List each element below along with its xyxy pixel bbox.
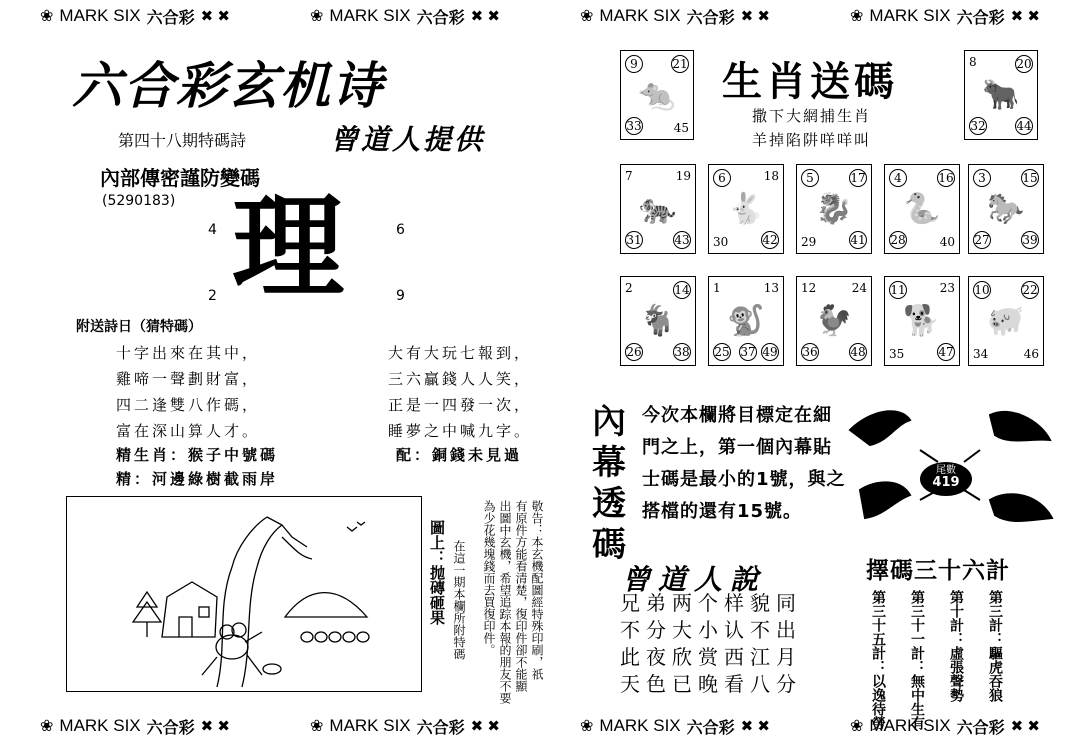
strategy-item: 第三計：驅虎吞狼 <box>987 590 1003 702</box>
cartoon-drawing <box>67 497 421 691</box>
banner-unit <box>310 5 500 28</box>
zodiac-title: 生肖送碼 <box>722 59 898 105</box>
zeng-line: 兄弟两个样貌同 <box>620 591 802 615</box>
zodiac-box <box>884 164 960 254</box>
strategy-item: 第十計：虛張聲勢 <box>948 590 964 702</box>
zodiac-number: 7 <box>625 169 633 183</box>
zodiac-number: 23 <box>939 281 955 295</box>
tail-label: 尾數 <box>936 465 956 476</box>
zodiac-number: 40 <box>939 235 955 249</box>
zodiac-number: 19 <box>675 169 691 183</box>
bow-icon: ✖ ✖ <box>200 8 230 25</box>
zodiac-number: 32 <box>970 119 986 133</box>
dragon-icon: 🐉 <box>815 191 853 227</box>
snake-icon: 🐍 <box>903 191 941 227</box>
secret-notice: 內部傳密謹防變碼 <box>100 166 260 190</box>
zodiac-number: 24 <box>851 281 867 295</box>
zodiac-number: 13 <box>763 281 779 295</box>
strategy-title: 擇碼三十六計 <box>866 558 1010 584</box>
zodiac-number: 2 <box>625 281 633 295</box>
zodiac-number: 22 <box>1022 283 1038 297</box>
horse-icon: 🐎 <box>987 191 1025 227</box>
provider-subtitle: 曾道人提供 <box>330 123 486 156</box>
bow-icon: ✖ ✖ <box>200 718 230 735</box>
flower-icon: ❀ <box>310 8 324 25</box>
inside-title: 內幕透碼 <box>592 402 626 565</box>
rabbit-icon: 🐇 <box>727 191 765 227</box>
big-char-num: 9 <box>396 288 405 304</box>
inside-text: 今次本欄將目標定在細門之上，第一個內幕貼士碼是最小的1號，與之搭檔的還有15號。 <box>642 405 846 522</box>
poem-title: 附送詩日（猜特碼） <box>76 319 202 335</box>
zodiac-number: 37 <box>740 345 756 359</box>
zodiac-number: 25 <box>714 345 730 359</box>
banner-logo: 六合彩 <box>686 7 735 27</box>
banner-text: MARK SIX <box>59 716 141 735</box>
cartoon-caption: 圖上：抛磚砸果 <box>428 520 446 625</box>
zodiac-number: 46 <box>1023 347 1039 361</box>
zodiac-box <box>968 276 1044 366</box>
zodiac-box <box>796 276 872 366</box>
zodiac-number: 33 <box>626 119 642 133</box>
page-title: 六合彩玄机诗 <box>72 57 384 115</box>
zodiac-box <box>620 164 696 254</box>
bow-icon: ✖ ✖ <box>740 718 770 735</box>
strategy-cols <box>870 590 1002 730</box>
verse-hint: 精：河邊綠樹截雨岸 <box>116 470 279 488</box>
tiger-icon: 🐅 <box>639 191 677 227</box>
zodiac-number: 20 <box>1016 57 1032 71</box>
zodiac-number: 39 <box>1022 233 1038 247</box>
notice-line: 有原件方能看清楚，復印件卻不能顯 <box>514 500 528 692</box>
poem-line: 富在深山算人才。 <box>116 422 261 440</box>
zodiac-number: 29 <box>801 235 817 249</box>
poem-line: 四二逢雙八作碼， <box>116 396 261 414</box>
zodiac-number: 47 <box>938 345 954 359</box>
match-hint: 配：銅錢未見過 <box>396 446 523 464</box>
flower-icon: ❀ <box>40 718 54 735</box>
zodiac-box <box>708 164 784 254</box>
flower-icon: ❀ <box>850 8 864 25</box>
zodiac-number: 3 <box>973 169 991 187</box>
zeng-line: 此夜欣赏西江月 <box>620 645 802 669</box>
bow-icon: ✖ ✖ <box>470 718 500 735</box>
zodiac-box <box>708 276 784 366</box>
issue-label: 第四十八期特碼詩 <box>118 131 247 150</box>
zodiac-number: 48 <box>850 345 866 359</box>
poem-left <box>116 340 260 444</box>
zodiac-number: 17 <box>850 171 866 185</box>
banner-text: MARK SIX <box>329 716 411 735</box>
banner-logo: 六合彩 <box>146 7 195 27</box>
zodiac-number: 36 <box>802 345 818 359</box>
zodiac-poem-line: 羊掉陷阱咩咩叫 <box>752 131 872 149</box>
banner-unit <box>40 715 230 738</box>
zodiac-number: 30 <box>713 235 729 249</box>
flower-icon: ❀ <box>580 718 594 735</box>
flower-icon: ❀ <box>580 8 594 25</box>
banner-unit <box>580 5 770 28</box>
zodiac-number: 38 <box>674 345 690 359</box>
flower-icon: ❀ <box>310 718 324 735</box>
poem-line: 十字出來在其中， <box>116 344 261 362</box>
flower-icon: ❀ <box>850 718 864 735</box>
zodiac-number: 26 <box>626 345 642 359</box>
big-char-num: 2 <box>208 288 217 304</box>
zodiac-poem <box>752 104 871 152</box>
zeng-line: 天色已晚看八分 <box>620 672 802 696</box>
zodiac-number: 11 <box>890 283 906 297</box>
banner-unit <box>40 5 230 28</box>
zodiac-number: 9 <box>625 55 643 73</box>
zodiac-number: 43 <box>674 233 690 247</box>
notice-line: 敬告：本玄機配圖經特殊印刷，祇 <box>530 500 544 680</box>
banner-text: MARK SIX <box>869 6 951 25</box>
zodiac-number: 4 <box>889 169 907 187</box>
zodiac-number: 34 <box>973 347 989 361</box>
monkey-icon: 🐒 <box>727 303 765 339</box>
zodiac-number: 1 <box>713 281 721 295</box>
strategy-item: 第三十一計：無中生有 <box>909 590 925 730</box>
zodiac-number: 15 <box>1022 171 1038 185</box>
bow-icon: ✖ ✖ <box>1010 8 1040 25</box>
zodiac-number: 42 <box>762 233 778 247</box>
banner-unit <box>580 715 770 738</box>
zodiac-number: 8 <box>969 55 977 69</box>
banner-logo: 六合彩 <box>686 717 735 737</box>
top-banner <box>0 2 1080 30</box>
banner-text: MARK SIX <box>599 6 681 25</box>
zodiac-number: 41 <box>850 233 866 247</box>
bow-icon: ✖ ✖ <box>1010 718 1040 735</box>
cartoon-frame <box>66 496 422 692</box>
flower-icon: ❀ <box>40 8 54 25</box>
dog-icon: 🐕 <box>903 303 941 339</box>
banner-text: MARK SIX <box>869 716 951 735</box>
zeng-title: 曾道人說 <box>622 563 767 596</box>
zeng-line: 不分大小认不出 <box>620 618 802 642</box>
zodiac-number: 45 <box>673 121 689 135</box>
banner-text: MARK SIX <box>599 716 681 735</box>
poem-line: 睡夢之中喊九字。 <box>388 422 533 440</box>
secret-code: (5290183) <box>102 193 176 209</box>
banner-unit <box>310 715 500 738</box>
zodiac-box <box>620 50 694 140</box>
zodiac-number: 5 <box>801 169 819 187</box>
rooster-icon: 🐓 <box>815 303 853 339</box>
cartoon-note: 在這一期本欄所附特碼 <box>452 540 466 660</box>
banner-logo: 六合彩 <box>416 717 465 737</box>
zodiac-box <box>620 276 696 366</box>
zodiac-number: 28 <box>890 233 906 247</box>
poem-line: 大有大玩七報到， <box>388 344 533 362</box>
banner-logo: 六合彩 <box>416 7 465 27</box>
banner-unit <box>850 5 1040 28</box>
poem-line: 正是一四發一次， <box>388 396 533 414</box>
zodiac-poem-line: 撒下大網捕生肖 <box>752 107 872 125</box>
zodiac-number: 31 <box>626 233 642 247</box>
banner-text: MARK SIX <box>59 6 141 25</box>
goat-icon: 🐐 <box>639 303 677 339</box>
zodiac-number: 18 <box>763 169 779 183</box>
notice-line: 出圖中玄機，希望追踪本報的朋友不要 <box>498 500 512 704</box>
poem-line: 雞啼一聲劃財富， <box>116 370 261 388</box>
zodiac-number: 35 <box>889 347 905 361</box>
zodiac-number: 10 <box>974 283 990 297</box>
zodiac-number: 27 <box>974 233 990 247</box>
poem-line: 三六贏錢人人笑， <box>388 370 533 388</box>
banner-logo: 六合彩 <box>956 7 1005 27</box>
poem-right <box>388 340 532 444</box>
zodiac-number: 6 <box>713 169 731 187</box>
bow-icon: ✖ ✖ <box>470 8 500 25</box>
tail-value: 419 <box>932 475 960 490</box>
ox-icon: 🐂 <box>982 77 1020 113</box>
notice-block <box>482 500 544 704</box>
strategy-item: 第三十五計：以逸待勞 <box>870 590 886 730</box>
zodiac-number: 12 <box>801 281 817 295</box>
big-character: 理 <box>232 183 344 313</box>
big-char-num: 4 <box>208 222 217 238</box>
zodiac-box <box>796 164 872 254</box>
zodiac-box <box>964 50 1038 140</box>
pig-icon: 🐖 <box>987 303 1025 339</box>
zodiac-box <box>884 276 960 366</box>
rat-icon: 🐀 <box>638 77 676 113</box>
banner-text: MARK SIX <box>329 6 411 25</box>
zodiac-number: 14 <box>674 283 690 297</box>
notice-line: 為少花幾塊錢而去買復印件。 <box>482 500 496 656</box>
zodiac-box <box>968 164 1044 254</box>
zodiac-number: 49 <box>762 345 778 359</box>
zodiac-number: 16 <box>938 171 954 185</box>
banner-logo: 六合彩 <box>146 717 195 737</box>
bow-icon: ✖ ✖ <box>740 8 770 25</box>
zeng-body <box>620 590 802 698</box>
banner-logo: 六合彩 <box>956 717 1005 737</box>
tail-badge <box>920 462 972 496</box>
big-char-num: 6 <box>396 222 405 238</box>
zodiac-number: 44 <box>1016 119 1032 133</box>
zodiac-number: 21 <box>672 57 688 71</box>
zodiac-hint: 精生肖：猴子中號碼 <box>116 446 279 464</box>
